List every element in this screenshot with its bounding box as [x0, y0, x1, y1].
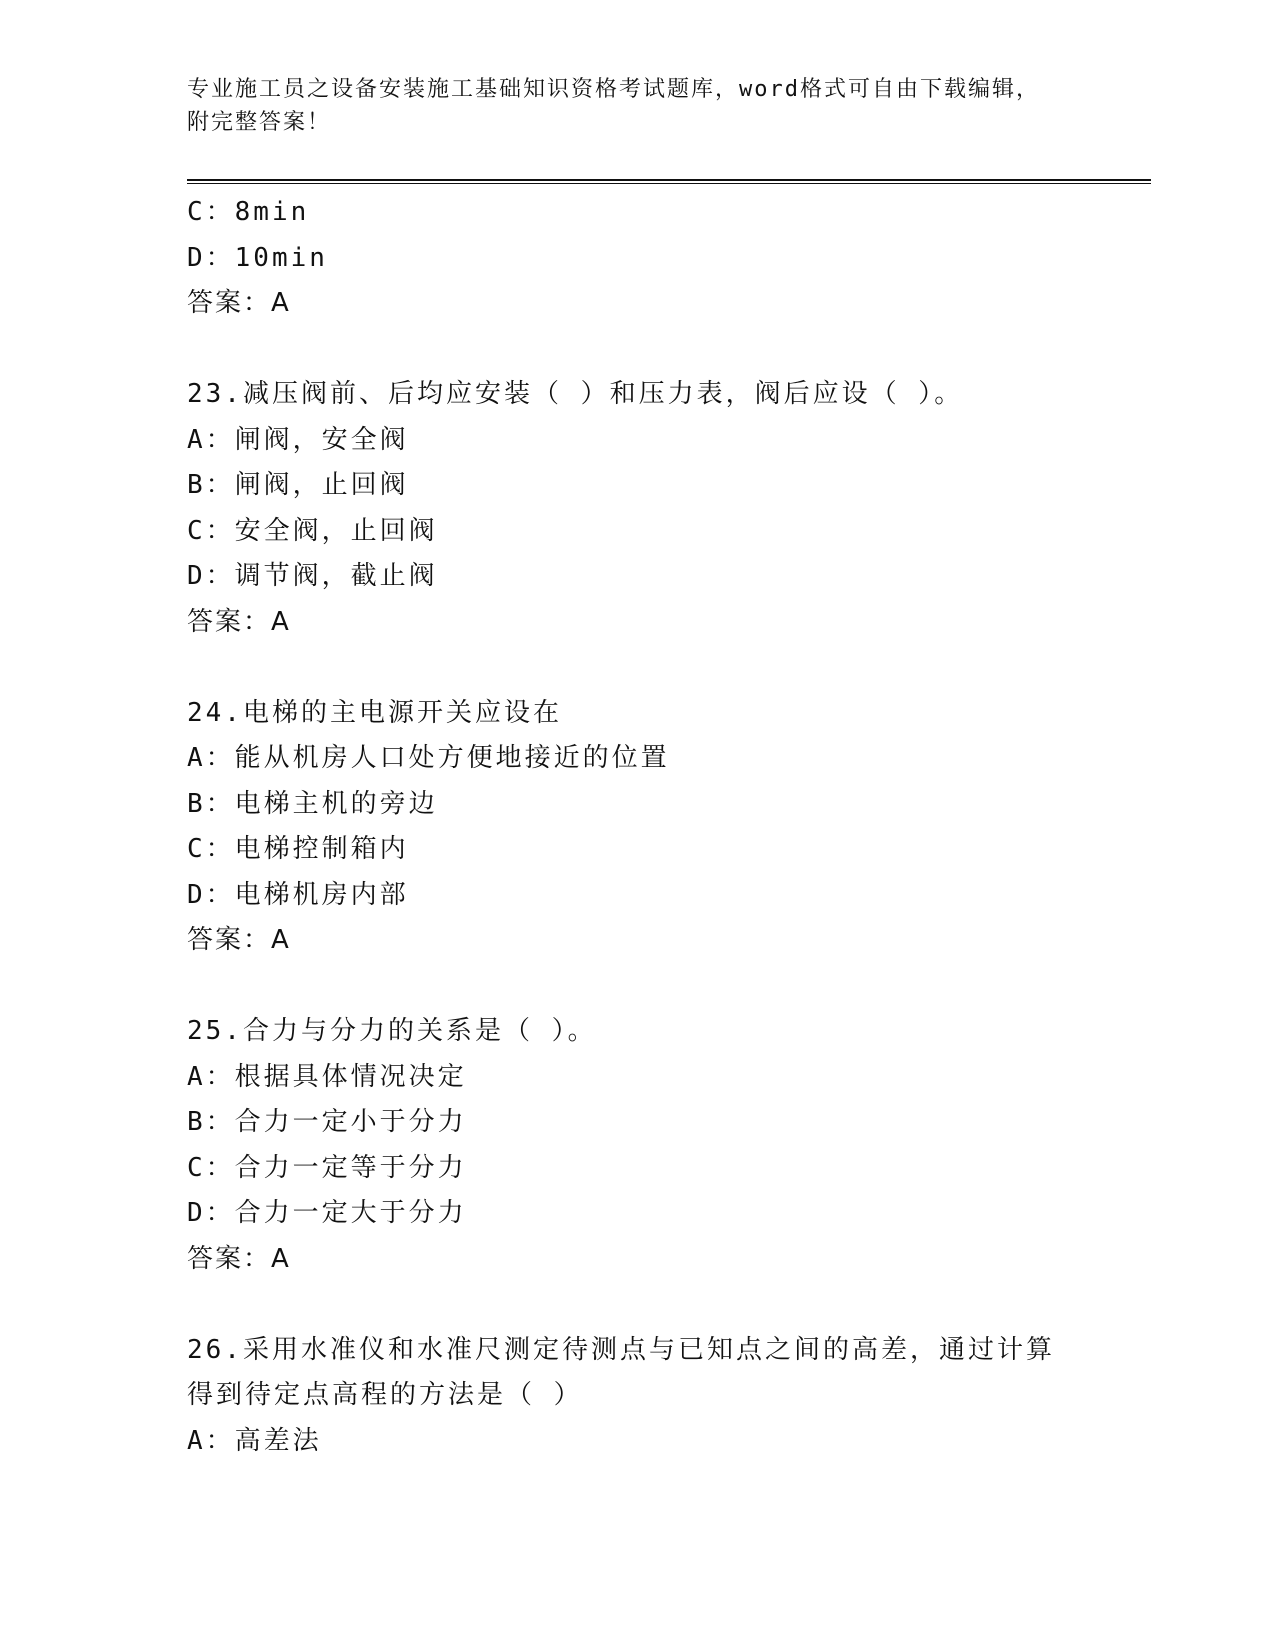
spacer: [187, 1282, 1087, 1328]
option-c: C：电梯控制箱内: [187, 834, 409, 864]
spacer: [187, 327, 1087, 373]
header-divider-thick: [187, 179, 1151, 181]
option-a: A：高差法: [187, 1425, 322, 1456]
option-b: B：电梯主机的旁边: [187, 788, 438, 819]
option-d: D：电梯机房内部: [187, 879, 409, 910]
spacer: [187, 964, 1087, 1010]
option-c: C：合力一定等于分力: [187, 1152, 467, 1183]
header-divider-thin: [187, 183, 1151, 184]
option-b: B：闸阀，止回阀: [187, 470, 409, 500]
option-d: D：调节阀，截止阀: [187, 561, 438, 591]
header-line-2: 附完整答案！: [187, 110, 332, 135]
question-stem: 23.减压阀前、后均应安装（ ）和压力表，阀后应设（ ）。: [187, 379, 964, 409]
question-22-tail: [187, 190, 1087, 327]
question-24: [187, 691, 1087, 964]
option-d: D：合力一定大于分力: [187, 1198, 467, 1228]
question-23: [187, 372, 1087, 645]
spacer: [187, 645, 1087, 691]
question-list: [187, 190, 1087, 1464]
answer: 答案：A: [187, 925, 291, 955]
answer: 答案：A: [187, 288, 291, 318]
option-c: C：安全阀，止回阀: [187, 515, 438, 546]
document-header: [187, 73, 1087, 139]
option-a: A：能从机房人口处方便地接近的位置: [187, 743, 670, 773]
question-stem: 24.电梯的主电源开关应设在: [187, 697, 562, 728]
question-25: [187, 1009, 1087, 1282]
option-c: C：8min: [187, 197, 310, 227]
answer: 答案：A: [187, 1243, 291, 1274]
question-stem: 25.合力与分力的关系是（ ）。: [187, 1016, 597, 1046]
option-b: B：合力一定小于分力: [187, 1107, 467, 1137]
question-26: [187, 1328, 1087, 1465]
answer: 答案：A: [187, 606, 291, 637]
option-a: A：根据具体情况决定: [187, 1061, 467, 1092]
option-a: A：闸阀，安全阀: [187, 424, 409, 455]
question-stem: 26.采用水准仪和水准尺测定待测点与已知点之间的高差，通过计算得到待定点高程的方法是（ ）: [187, 1334, 1055, 1410]
header-line-1: 专业施工员之设备安装施工基础知识资格考试题库，word格式可自由下载编辑，: [187, 77, 1040, 102]
option-d: D：10min: [187, 242, 328, 273]
